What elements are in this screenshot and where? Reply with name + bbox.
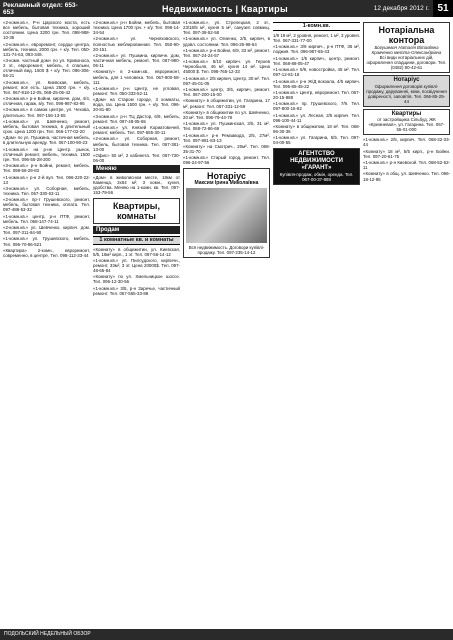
listing-item: «Комнату» в общежитии, ул. Киевская, 5/5, 18м² кирп., 1 эт. Тел. 097-56-14-12 — [93, 246, 180, 257]
listing-item: «1-комн.кв.» центр, 3/5, кирпич, ремонт. Тел. 067-200-15-00 — [183, 87, 270, 98]
listing-item: «1-комн.кв.» ул. Князей Кориатовичей, ремонт, мебель. Тел. 097-555-30-11 — [93, 125, 180, 136]
listing-item: «Комнату» в общ. ул. Шевченко. Тел. 096-18-12-95 — [363, 171, 450, 182]
notary-ad-caption: Вся недвижимость. Договори купівлі-продажу. Тел. 097-235-14-12 — [188, 244, 265, 255]
listing-item: «1-комн.кв.» 5/9, новостройка, 45 м². Тел. 097-12-81-18 — [273, 67, 360, 78]
listing-item: «3-комн.кв.» р-н Бойни, ремонт, мебель. Тел. 098-56-29-83 — [3, 163, 90, 174]
listing-item: «2-комн.кв.» ул. Пушкина, кирпичн. дом, частичная мебель, ремонт. Тел. 067-980-06-11 — [93, 52, 180, 69]
listing-item: «3-комн.кв.» р-н ТЦ Дастор, 6/9, мебель, ремонт. Тел. 097-48-05-65 — [93, 113, 180, 124]
listing-item: «1-комн.кв.» р-н Ж/Д вокзала, 4/5 кирпич. Тел. 096-85-45-22 — [273, 78, 360, 89]
listing-item: «Офис» 50 м², 2 кабинета. Тел. 067-730-06-00 — [93, 152, 180, 164]
listing-item: «1-комн.кв.» ул. Пушкинская, 3/5, 31 м². Тел. 068-72-86-69 — [183, 121, 270, 132]
column-4 — [273, 20, 360, 628]
listing-item: «1-комн.кв.» ул. Лесная, 2/5 кирпич. Тел. 096-100-44-11 — [273, 112, 360, 123]
listing-item: «2-комн.кв.» ул. Черняховского, полностью меблированная. Тел. 050-90-20-151 — [93, 36, 180, 52]
listing-item: «2-комн.кв.» ул. Соборная, ремонт, мебель, бытовая техника. Тел. 067-381-13-00 — [93, 136, 180, 152]
listings-columns — [3, 20, 450, 628]
notary-ad-2-title: Нотаріус — [393, 77, 420, 84]
listing-item: «Дом» на Старом городе, 3 комнаты, вода, газ. Цена 1500 грн. + к/у. Тел. 096-20-81-80 — [93, 97, 180, 113]
one-room-heading: 1 комнатные кв. и комнаты — [93, 236, 180, 245]
notary-ad-title: Нотаріус — [207, 170, 246, 181]
page-header — [0, 0, 453, 17]
listing-item: «1-комн.кв.» Старый город, ремонт. Тел. 096-24-97-56 — [183, 155, 270, 166]
column-5 — [363, 20, 450, 628]
notary-office-ad — [363, 22, 450, 73]
garant-ad — [273, 148, 360, 185]
listing-item: «1-комн.кв.» ул. Шевченко, ремонт, мебель, бытовая техника, в длительный срок. Цена 1200 грн. Тел. 066-177-02-20 — [3, 118, 90, 134]
listing-item: «1-комн.кв.» ул. Гагарина, 5/5. Тел. 097-04-00-55 — [273, 135, 360, 146]
notary-ad-name: Максим Ірина Миколаївна — [194, 179, 259, 186]
notary-office-name: Богушевич Наталія Віталіївна — [374, 45, 439, 50]
notary-office-title: Нотаріальна контора — [378, 25, 435, 45]
category-banner — [93, 198, 180, 224]
listing-item: «Дом» в живописном месте, 18км от Каменца, 3х54 м², 3 комн., кухня, удобства. Меняю на 1-комн. кв. Тел. 097-153-79-56 — [93, 175, 180, 196]
listing-item: «2-комн.кв.», Р-н Царского моста, есть все мебель, бытовая техника, хороший состоянии. Цена 3200 грн. Тел. 098-988-10-35 — [3, 20, 90, 41]
listing-item: «3-комн.кв.» р-н Бойни, кирпичн. дом, 4/4, отличная, гараж, в/у. Тел. 096-987-82-95 — [3, 96, 90, 107]
listing-item: «3-комн.кв.» ул. Соборная, мебель, техника. Тел. 067-330-63-11 — [3, 185, 90, 196]
category-title: Квартиры, комнаты — [113, 200, 160, 221]
listing-item: 1/9 19 м², 2 уровня, ремонт, 1 м², 3 уровня. Тел. 067-331-77-00 — [273, 33, 360, 44]
garant-ad-title: АГЕНТСТВО НЕДВИЖИМОСТИ «ГАРАНТ» — [290, 150, 343, 171]
column-2 — [93, 20, 180, 628]
listing-item: «1-комн.кв.» 1/5 кирпич., центр, ремонт. Тел. 068-88-05-47 — [273, 55, 360, 66]
listing-item: «1-комн.кв.» 3/5, р-н Заречье, частичный ремонт. Тел. 067-555-33-88 — [93, 285, 180, 296]
listing-item: «1-комн.кв.» ул. Пилсудского, кирпичн., ремонт, 33м², 3 эт. Цена 20000$. Тел. 097-48-65-84 — [93, 257, 180, 274]
listing-item: «1-комн.кв.» р-н Центр, не угловая, ремонт. Тел. 050-333-52-11 — [93, 85, 180, 96]
listing-item: «Комнату» в общежитии, 18 м². Тел. 068-96-30-36 — [273, 124, 360, 135]
notary-office-name-2: Кравченко Іветта-Олександрівна — [371, 50, 442, 56]
column-1 — [3, 20, 90, 628]
listing-item: «1-комн.кв.» 2/5 кирпич, Центр, 30 м². Тел. 097-45-01-05 — [183, 75, 270, 86]
developer-ad — [363, 109, 450, 135]
listing-item: «Комнату» на Смотрич., 20м². Тел. 068-35-31-70 — [183, 143, 270, 155]
exchange-heading: Меняю — [93, 165, 180, 173]
listing-item: «Комнату» 18 м², 5/5 кирп., р-н Бойни. Тел. 097-20-61-75 — [363, 148, 450, 159]
section-title: Недвижимость | Квартиры — [162, 3, 288, 14]
sell-heading: Продам — [93, 226, 180, 234]
listing-item: «2-комн.кв.», евроремонт, сердце центра, мебель, техника, 2000 грн. + к/у. Тел. 050-131-74-63, 093-348. — [3, 41, 90, 57]
listing-item: «Комнату» в общежитии по ул. Шевченко, 20 м². Тел. 096-79-44-78 — [183, 109, 270, 120]
listing-item: «1-комн.кв.» 3/9 кирпич., р-н ПТФ, 36 м², лоджия. Тел. 096-987-65-43 — [273, 44, 360, 55]
garant-ad-text: Купівля-продаж, обмін, оренда. Тел. 067-00-37-888 — [279, 171, 354, 182]
listing-item: «1-комн.кв.» центр, р-н ПТФ, ремонт, мебель. Тел. 068-147-74-11 — [3, 213, 90, 224]
listing-item: «1-комн.кв.» 2/5, кирпич. Тел. 068-32-33-44 — [363, 137, 450, 148]
listing-item: «1-комн.кв.», ул. Стрелецкая, 2 эт., 23/18/5 м², кухня 5 м², санузел совмещ. Тел. 097-38-52-58 — [183, 20, 270, 36]
notary-ad-2-text: Оформлення договорів купівлі-продажу, даруванняі, міни, посвідчення довіреності, заповітів. Тел. 066-85-25-44 — [366, 83, 447, 104]
listing-item: «1-комн.кв.» Центр, евроремонт. Тел. 067-20-15-888 — [273, 89, 360, 100]
listing-item: «Квартира» 2-комн., евроремонт, современно, в центре. Тел. 098-112-33-44 — [3, 247, 90, 258]
developer-ad-title: Квартиры — [391, 110, 422, 117]
listing-item: «1-комн.кв.» р-н 2-й вул. Тел. 096-220-22-13 — [3, 174, 90, 185]
listing-item: «1-комн.кв.» р-н Бойни, 6/9, 33 м², ремонт. Тел. 067-24-24-57 — [183, 47, 270, 58]
page-number: 51 — [433, 0, 453, 17]
listing-item: «3-комн.кв.», ул. Киевская, мебель, ремонт, всё есть. Цена 2500 грн. + к/у. Тел. 067-818-12-05, 068-25-06-42 — [3, 79, 90, 95]
one-room-title: 1-комн.кв. — [273, 22, 360, 31]
notary-ad — [183, 168, 270, 258]
listing-item: «Комнату» в общежитии, ул. Гагарина, 17 м², ремонт. Тел. 067-331-12-59 — [183, 98, 270, 109]
listing-item: «2-комн.кв.» пр-т Грушевского, ремонт, мебель, бытовая техника, оплата. Тел. 097-488-53-32 — [3, 197, 90, 213]
listing-item: «Комнату» в 2-комн.кв., евроремонт, мебель, для 1 человека. Тел. 067-900-58-111 — [93, 69, 180, 85]
listing-item: «3-комн.кв.» в самом центре, ул. Чехова, длительно. Тел. 097-156-13-55 — [3, 107, 90, 118]
notary-photo — [186, 188, 267, 243]
listing-item: «1-комн.кв.» 5/10 кирпич. ул. Героев Чернобыля, 46 м², кухня 14 м². Цена 45000 $. Тел. 098-765-12-33 — [183, 59, 270, 75]
listing-item: «1-комн.кв.» р-н Киевской. Тел. 068-52-52-11 — [363, 160, 450, 171]
ad-phone: Рекламный отдел: 653-653 — [3, 1, 78, 16]
listing-item: «1-комн.кв.» р-н Ремзавода, 2/5, 27м². Тел. 097-881-83-13 — [183, 132, 270, 143]
listing-item: «3-комн. частный дом» по ул. Кривоноса, 2 эт., евроремонт, мебель, 4 спальни, отличный вид. 1500 $ + к/у. Тел. 096-306-56-21 — [3, 58, 90, 79]
listing-item: «1-комн.кв.» на р-не Центр. рынок, отличный ремонт, мебель, техника. 1500 грн. Тел. 096-55-28-200 — [3, 146, 90, 162]
developer-ad-text: от застройщика Сільбуд, ЖК «Кремневая», ул. Гагарина. Тел. 067-55-01-000 — [368, 117, 445, 133]
issue-date: 12 декабря 2012 г. — [373, 5, 429, 12]
notary-ad-2 — [363, 75, 450, 106]
listing-item: «2-комн.кв.» р-н Бойни, мебель, бытовая техника. Цена 1700 грн. + к/у. Тел. 096-14-34-54 — [93, 20, 180, 36]
listing-item: «2-комн.кв.» ул. Шевченко, кирпич. дом. Тел. 097-311-84-90 — [3, 225, 90, 236]
listing-item: «Комнату» по ул. Хмельницкое шоссе. Тел. 096-12-30-56 — [93, 274, 180, 285]
listing-item: «1-комн.кв.» ул. Огиенко, 2/5, кирпич, в удовл. состоянии. Тел. 096-26-98-64 — [183, 36, 270, 47]
listing-item: «1-комн.кв.» пр. Грушевского, 7/9. Тел. 097-800-15-82 — [273, 101, 360, 112]
column-3 — [183, 20, 270, 628]
notary-office-text: Всі види нотаріальних дій, оформлення спадщини, договори. Тел. (0482) 90-42-61 — [366, 55, 447, 71]
page-footer: ПОДОЛЬСКИЙ НЕДЕЛЬНЫЙ ОБЗОР — [0, 629, 453, 640]
listing-item: «Дом» по ул. Пушкина, частичная мебель, в длительную аренду. Тел. 067-100-90-23 — [3, 135, 90, 146]
listing-item: «1-комн.кв.» ул. Грушевского, мебель. Тел. 096-70-86-521 — [3, 236, 90, 247]
